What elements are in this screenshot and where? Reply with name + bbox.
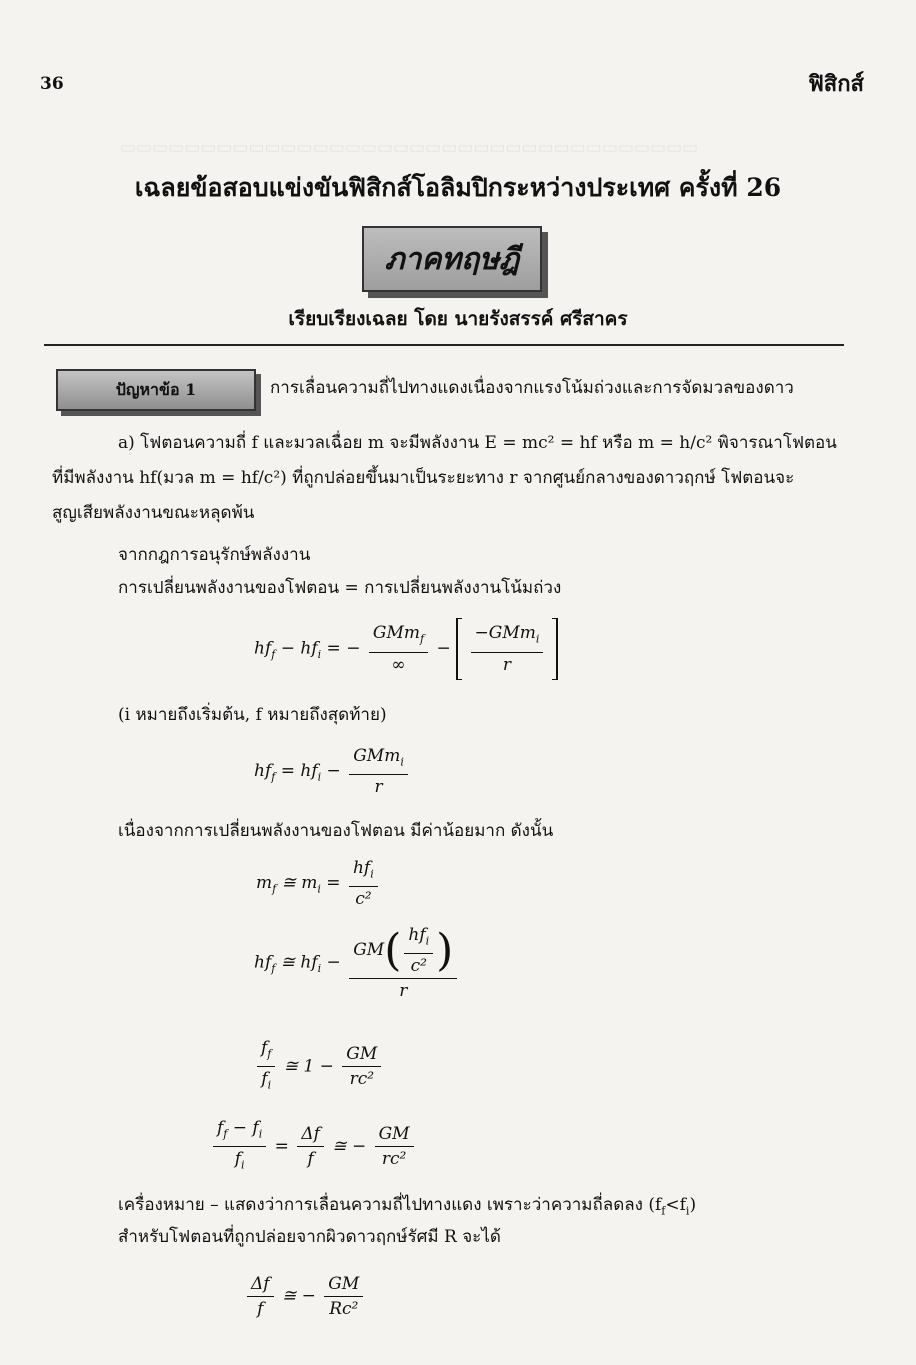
- page-title: เฉลยข้อสอบแข่งขันฟิสิกส์โอลิมปิกระหว่างประเทศ ครั้งที่ 26: [134, 173, 782, 202]
- equation-final-energy: $hf_f = hf_i$ − $\frac{GMm_i}{r}$: [254, 746, 411, 797]
- note-line: (i หมายถึงเริ่มต้น, f หมายถึงสุดท้าย): [118, 705, 387, 725]
- fraction: $\frac{hf_i}{\text{c²}}$: [349, 858, 378, 909]
- fraction: $\frac{GM}{\text{rc²}}$: [375, 1124, 414, 1169]
- paragraph-line: ที่มีพลังงาน hf(มวล m = hf/c²) ที่ถูกปล่อยขึ้นมาเป็นระยะทาง r จากศูนย์กลางของดาวฤกษ์ โฟตอนจะ: [52, 468, 795, 488]
- paragraph-line: สำหรับโฟตอนที่ถูกปล่อยจากผิวดาวฤกษ์รัศมี R จะได้: [118, 1227, 501, 1247]
- paragraph-line: สูญเสียพลังงานขณะหลุดพ้น: [52, 503, 255, 523]
- paragraph-line: การเปลี่ยนพลังงานของโฟตอน = การเปลี่ยนพลังงานโน้มถ่วง: [118, 578, 562, 598]
- equation-frequency-shift: $\frac{f_f - f_i}{f_i}$ = $\frac{\Delta f}{f}$ ≅ − $\frac{GM}{\text{rc²}}$: [210, 1118, 417, 1176]
- paragraph-line: เนื่องจากการเปลี่ยนพลังงานของโฟตอน มีค่าน้อยมาก ดังนั้น: [118, 821, 554, 841]
- equation-energy-conservation: $hf_f - hf_i$ = − $\frac{GMm_f}{\infty}$ − $\frac{-GMm_i}{r}$: [254, 618, 558, 680]
- fraction: GM( $\frac{hf_i}{\text{c²}}$ ) r: [349, 925, 457, 1001]
- page-subject: ฟิสิกส์: [808, 71, 864, 97]
- fraction: $\frac{-GMm_i}{r}$: [471, 623, 544, 674]
- fraction: $\frac{f_f - f_i}{f_i}$: [213, 1118, 266, 1176]
- paragraph-line: เครื่องหมาย – แสดงว่าการเลื่อนความถี่ไปทางแดง เพราะว่าความถี่ลดลง $(f_f<f_i)$: [118, 1195, 697, 1218]
- paragraph-line: a) โฟตอนความถี่ f และมวลเฉื่อย m จะมีพลังงาน E = mc² = hf หรือ m = h/c² พิจารณาโฟตอน: [118, 433, 837, 453]
- problem-heading: การเลื่อนความถี่ไปทางแดงเนื่องจากแรงโน้มถ่วงและการจัดมวลของดาว: [270, 378, 794, 398]
- bleed-through: ▭▭▭▭▭▭▭▭▭▭▭▭▭▭▭▭▭▭▭▭▭▭▭▭▭▭▭▭▭▭▭▭▭▭▭▭: [120, 138, 699, 158]
- equation-mass-approx: $m_f$ ≅ $m_i$ = $\frac{hf_i}{\text{c²}}$: [256, 858, 381, 909]
- fraction: $\frac{\Delta f}{f}$: [247, 1274, 274, 1319]
- fraction: $\frac{GM}{\text{rc²}}$: [342, 1044, 381, 1089]
- author-line: เรียบเรียงเฉลย โดย นายรังสรรค์ ศรีสาคร: [288, 308, 628, 330]
- page-number: 36: [40, 74, 64, 94]
- equation-frequency-ratio: $\frac{f_f}{f_i}$ ≅ 1 − $\frac{GM}{\text{rc²}}$: [254, 1038, 384, 1096]
- problem-label: ปัญหาข้อ 1: [115, 379, 197, 399]
- left-bracket: [456, 618, 462, 680]
- fraction: $\frac{GMm_i}{r}$: [349, 746, 408, 797]
- equation-final-energy-approx: $hf_f$ ≅ $hf_i$ − GM( $\frac{hf_i}{\text{c²}}$ ) r: [254, 925, 460, 1001]
- equation-surface-shift: $\frac{\Delta f}{f}$ ≅ − $\frac{GM}{\text{Rc²}}$: [244, 1274, 366, 1319]
- section-label: ภาคทฤษฎี: [384, 241, 520, 277]
- fraction: $\frac{\Delta f}{f}$: [297, 1124, 324, 1169]
- fraction: $\frac{GMm_f}{\infty}$: [369, 623, 428, 674]
- right-bracket: [552, 618, 558, 680]
- divider: [44, 344, 844, 346]
- section-banner: [362, 226, 542, 292]
- fraction: $\frac{f_f}{f_i}$: [257, 1038, 275, 1096]
- problem-label-box: [56, 369, 256, 411]
- paragraph-line: จากกฎการอนุรักษ์พลังงาน: [118, 545, 311, 565]
- fraction: $\frac{GM}{\text{Rc²}}$: [324, 1274, 363, 1319]
